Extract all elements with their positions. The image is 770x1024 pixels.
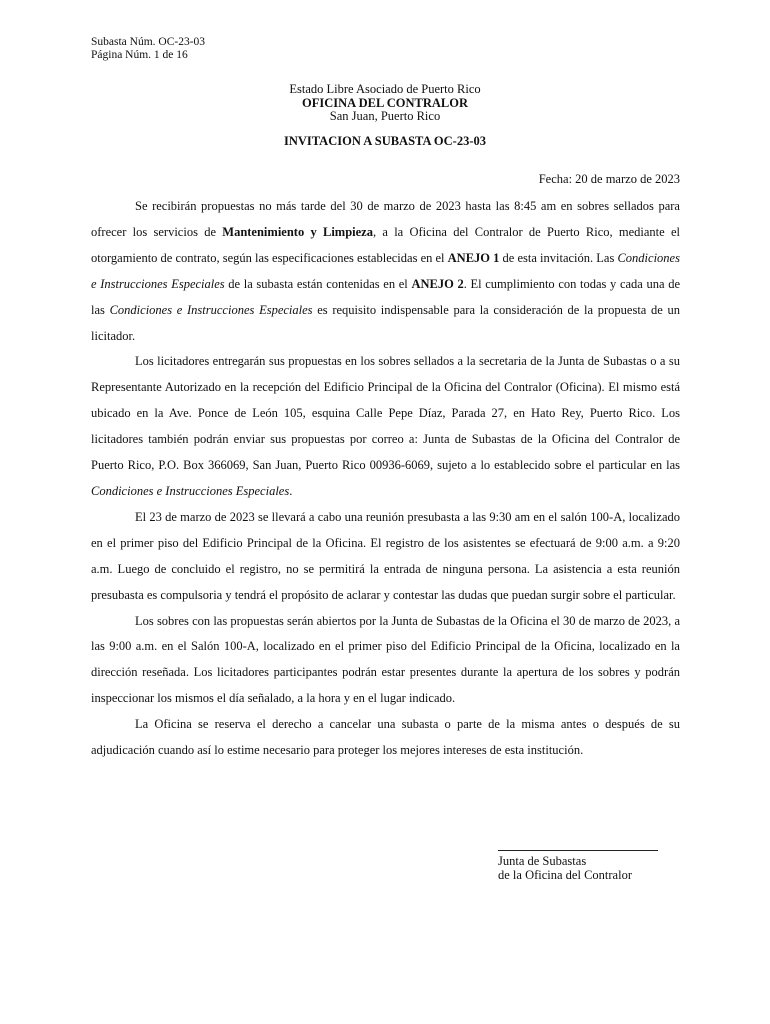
document-body xyxy=(91,194,680,764)
office-city: San Juan, Puerto Rico xyxy=(329,109,441,123)
auction-number: Subasta Núm. OC-23-03 xyxy=(91,36,206,48)
paragraph-prebid-meeting: El 23 de marzo de 2023 se llevará a cabo una reunión presubasta a las 9:30 am en el salón 100-A, localizado en el primer piso del Edificio Principal de la Oficina. El registro de los asistentes se efectuará de 9:00 a.m. a 9:20 a.m. Luego de concluido el registro, no se permitirá la entrada de ninguna persona. La asistencia a esta reunión presubasta es compulsoria y tendrá el propósito de aclarar y contestar las dudas que puedan surgir sobre el particular. xyxy=(91,509,680,602)
office-name: OFICINA DEL CONTRALOR xyxy=(302,95,468,110)
signature-line xyxy=(498,838,658,851)
letterhead xyxy=(0,83,770,124)
document-title: INVITACION A SUBASTA OC-23-03 xyxy=(283,134,486,148)
government-name: Estado Libre Asociado de Puerto Rico xyxy=(289,82,481,96)
document-header xyxy=(91,36,205,62)
paragraph-bid-opening: Los sobres con las propuestas serán abiertos por la Junta de Subastas de la Oficina el 30 de marzo de 2023, a las 9:00 a.m. en el Salón 100-A, localizado en el primer piso del Edificio Principal de la Oficina, localizado en la dirección reseñada. Los licitadores participantes podrán estar presentes durante la apertura de los sobres y podrán inspeccionar los mismos el día señalado, a la hora y en el lugar indicado. xyxy=(91,613,680,706)
signature-name: Junta de Subastas xyxy=(498,854,587,868)
signature-block xyxy=(498,838,658,882)
document-date: Fecha: 20 de marzo de 2023 xyxy=(538,172,680,186)
paragraph-submission: Se recibirán propuestas no más tarde del 30 de marzo de 2023 hasta las 8:45 am en sobres sellados para ofrecer los servicios de Mantenimiento y Limpieza, a la Oficina del Contralor de Puerto Rico, mediante el otorgamiento de contrato, según las especificaciones establecidas en el ANEJO 1 de esta invitación. Las Condiciones e Instrucciones Especiales de la subasta están contenidas en el ANEJO 2. El cumplimiento con todas y cada una de las Condiciones e Instrucciones Especiales es requisito indispensable para la consideración de la propuesta de un licitador. xyxy=(91,199,681,343)
paragraph-delivery: Los licitadores entregarán sus propuestas en los sobres sellados a la secretaria de la Junta de Subastas o a su Representante Autorizado en la recepción del Edificio Principal de la Oficina del Contralor (Oficina). El mismo está ubicado en la Ave. Ponce de León 105, esquina Calle Pepe Díaz, Parada 27, en Hato Rey, Puerto Rico. Los licitadores también podrán enviar sus propuestas por correo a: Junta de Subastas de la Oficina del Contralor de Puerto Rico, P.O. Box 366069, San Juan, Puerto Rico 00936-6069, sujeto a lo establecido sobre el particular en las Condiciones e Instrucciones Especiales. xyxy=(91,354,680,498)
paragraph-reservation: La Oficina se reserva el derecho a cancelar una subasta o parte de la misma antes o después de su adjudicación cuando así lo estime necesario para proteger los mejores intereses de esta institución. xyxy=(91,717,680,758)
signature-office: de la Oficina del Contralor xyxy=(498,868,632,882)
page-number: Página Núm. 1 de 16 xyxy=(91,49,188,61)
